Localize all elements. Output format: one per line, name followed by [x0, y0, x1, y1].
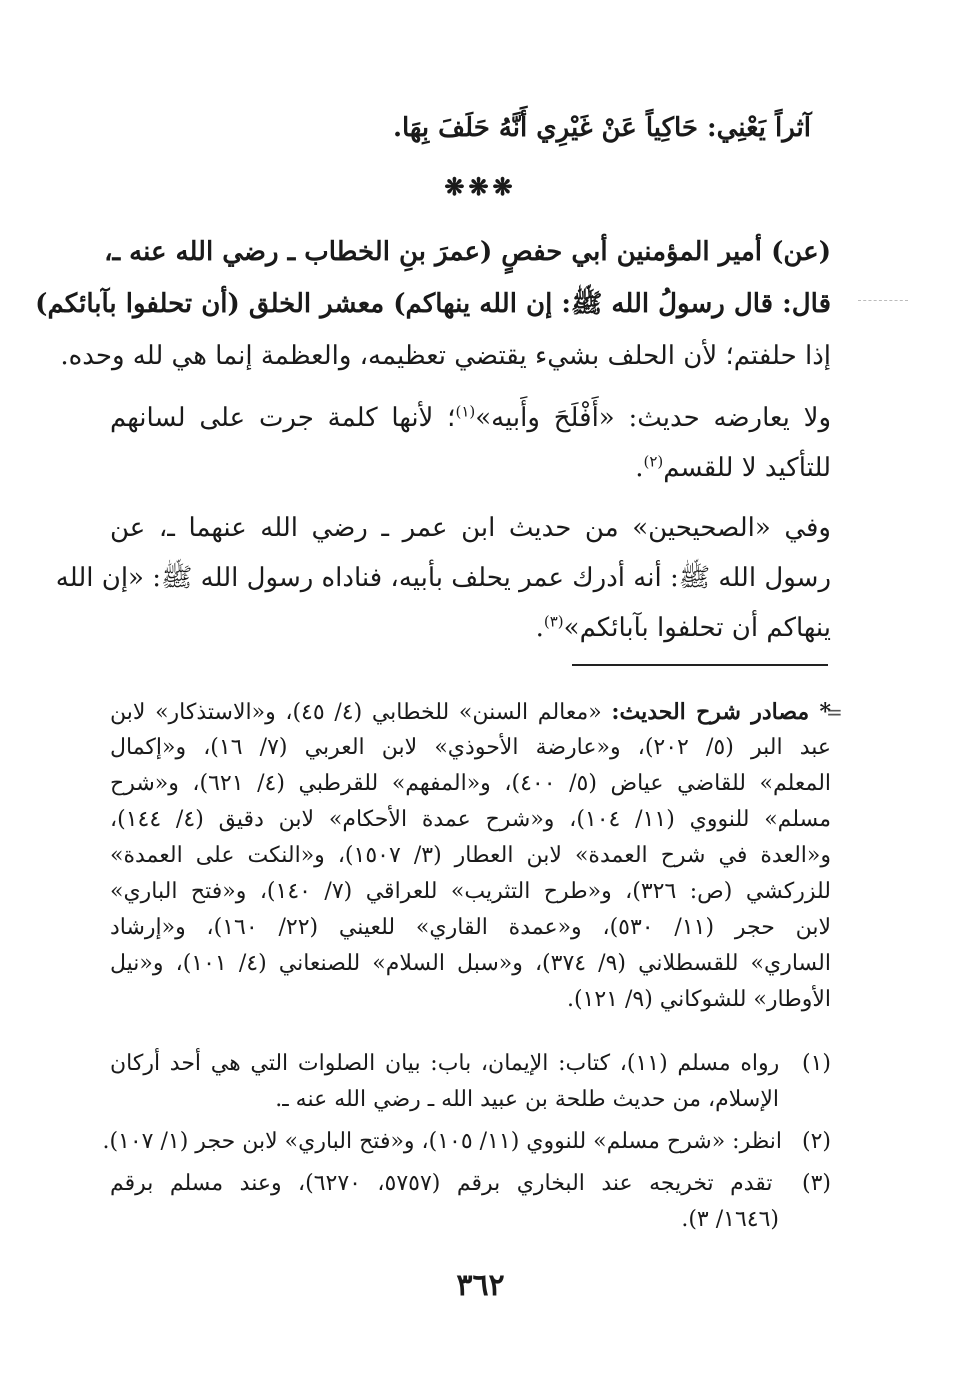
commentary-text-6a: ينهاكم أن تحلفوا بآبائكم» — [563, 613, 831, 643]
sources-text-1: «معالم السنن» للخطابي (٤/ ٤٥)، و«الاستذكار» لابن — [110, 700, 612, 725]
sources-line-3: المعلم» للقاضي عياض (٥/ ٤٠٠)، و«المفهم» للقرطبي (٤/ ٦٢١)، و«شرح — [110, 771, 832, 796]
sources-heading: * مصادر شرح الحديث: — [611, 699, 832, 725]
footnote-divider — [572, 664, 828, 666]
sources-line-5: و«العدة في شرح العمدة» لابن العطار (٣/ ١٥٠٧)، و«النكت على العمدة» — [110, 843, 831, 868]
footnote-1-line-1 — [110, 1046, 831, 1082]
commentary-text-3b: . — [635, 453, 644, 483]
commentary-line-2 — [110, 398, 831, 438]
hadith-text-2: قال: قال رسولُ الله ﷺ: إن الله ينهاكم) معشر الخلق (أن تحلفوا بآبائكم) — [35, 289, 831, 319]
continuation-mark: = — [826, 700, 843, 724]
margin-mark — [858, 300, 908, 301]
footnote-ref-2: (٢) — [643, 452, 664, 471]
sources-line-7: لابن حجر (١١/ ٥٣٠)، و«عمدة القاري» للعيني (٢٢/ ١٦٠)، و«إرشاد — [110, 915, 832, 940]
footnote-1-text: رواه مسلم (١١)، كتاب: الإيمان، باب: بيان الصلوات التي هي أحد أركان — [110, 1051, 780, 1076]
hadith-line-1 — [104, 232, 831, 272]
footnote-3-number: (٣) — [801, 1171, 831, 1196]
footnote-1-number: (١) — [802, 1051, 832, 1076]
sources-line-2: عبد البر (٥/ ٢٠٢)، و«عارضة الأحوذي» لابن العربي (٧/ ١٦)، و«إكمال — [110, 735, 832, 760]
sources-line-8: الساري» للقسطلاني (٩/ ٣٧٤)، و«سبل السلام» للصنعاني (٤/ ١٠١)، و«نيل — [110, 951, 831, 976]
footnote-2-number: (٢) — [801, 1129, 831, 1154]
sources-line-6: للزركشي (ص: ٣٢٦)، و«طرح التثريب» للعراقي (٧/ ١٤٠)، و«فتح الباري» — [110, 879, 831, 904]
hadith-line-2 — [35, 284, 831, 324]
footnote-3-line-1 — [110, 1166, 831, 1202]
sources-line-4: مسلم» للنووي (١١/ ١٠٤)، و«شرح عمدة الأحكام» لابن دقيق (٤/ ١٤٤)، — [110, 807, 832, 832]
footnote-1-line-2: الإسلام، من حديث طلحة بن عبيد الله ـ رضي الله عنه ـ. — [275, 1087, 779, 1112]
verse-gloss-line: آثراً يَعْنِي: حَاكِياً عَنْ غَيْرِي أَنَّهُ حَلَفَ بِهَا. — [392, 113, 811, 143]
page-number: ٣٦٢ — [456, 1268, 505, 1303]
footnote-ref-3: (٣) — [543, 612, 564, 631]
sources-line-9: الأوطار» للشوكاني (٩/ ١٢١). — [566, 987, 831, 1012]
commentary-line-1: إذا حلفتم؛ لأن الحلف بشيء يقتضي تعظيمه، والعظمة إنما هي لله وحده. — [60, 341, 831, 371]
commentary-line-4: وفي «الصحيحين» من حديث ابن عمر ـ رضي الله عنهما ـ، عن — [110, 513, 831, 543]
footnote-3-line-2: (١٦٤٦/ ٣). — [681, 1207, 779, 1232]
footnote-ref-1: (١) — [455, 402, 476, 421]
footnote-2-text: انظر: «شرح مسلم» للنووي (١١/ ١٠٥)، و«فتح الباري» لابن حجر (١/ ١٠٧). — [102, 1129, 782, 1154]
commentary-text-2a: ولا يعارضه حديث: «أَفْلَحَ وأَبيه» — [475, 403, 832, 433]
sources-line-1 — [110, 694, 831, 731]
commentary-line-5: رسول الله ﷺ: أنه أدرك عمر يحلف بأبيه، فناداه رسول الله ﷺ: «إن الله — [55, 563, 831, 593]
footnote-2-line-1 — [102, 1124, 831, 1160]
commentary-text-3a: للتأكيد لا للقسم — [663, 453, 831, 483]
hadith-text-1: (عن) أمير المؤمنين أبي حفصٍ (عمرَ بنِ الخطاب ـ رضي الله عنه ـ، — [104, 237, 831, 267]
section-separator: ❋❋❋ — [444, 172, 517, 201]
commentary-line-6 — [110, 608, 831, 648]
commentary-text-2b: ؛ لأنها كلمة جرت على لسانهم — [110, 403, 456, 433]
commentary-text-6b: . — [535, 613, 544, 643]
commentary-line-3 — [110, 448, 831, 488]
footnote-3-text: تقدم تخريجه عند البخاري برقم (٥٧٥٧، ٦٢٧٠)، وعند مسلم برقم — [110, 1171, 773, 1196]
